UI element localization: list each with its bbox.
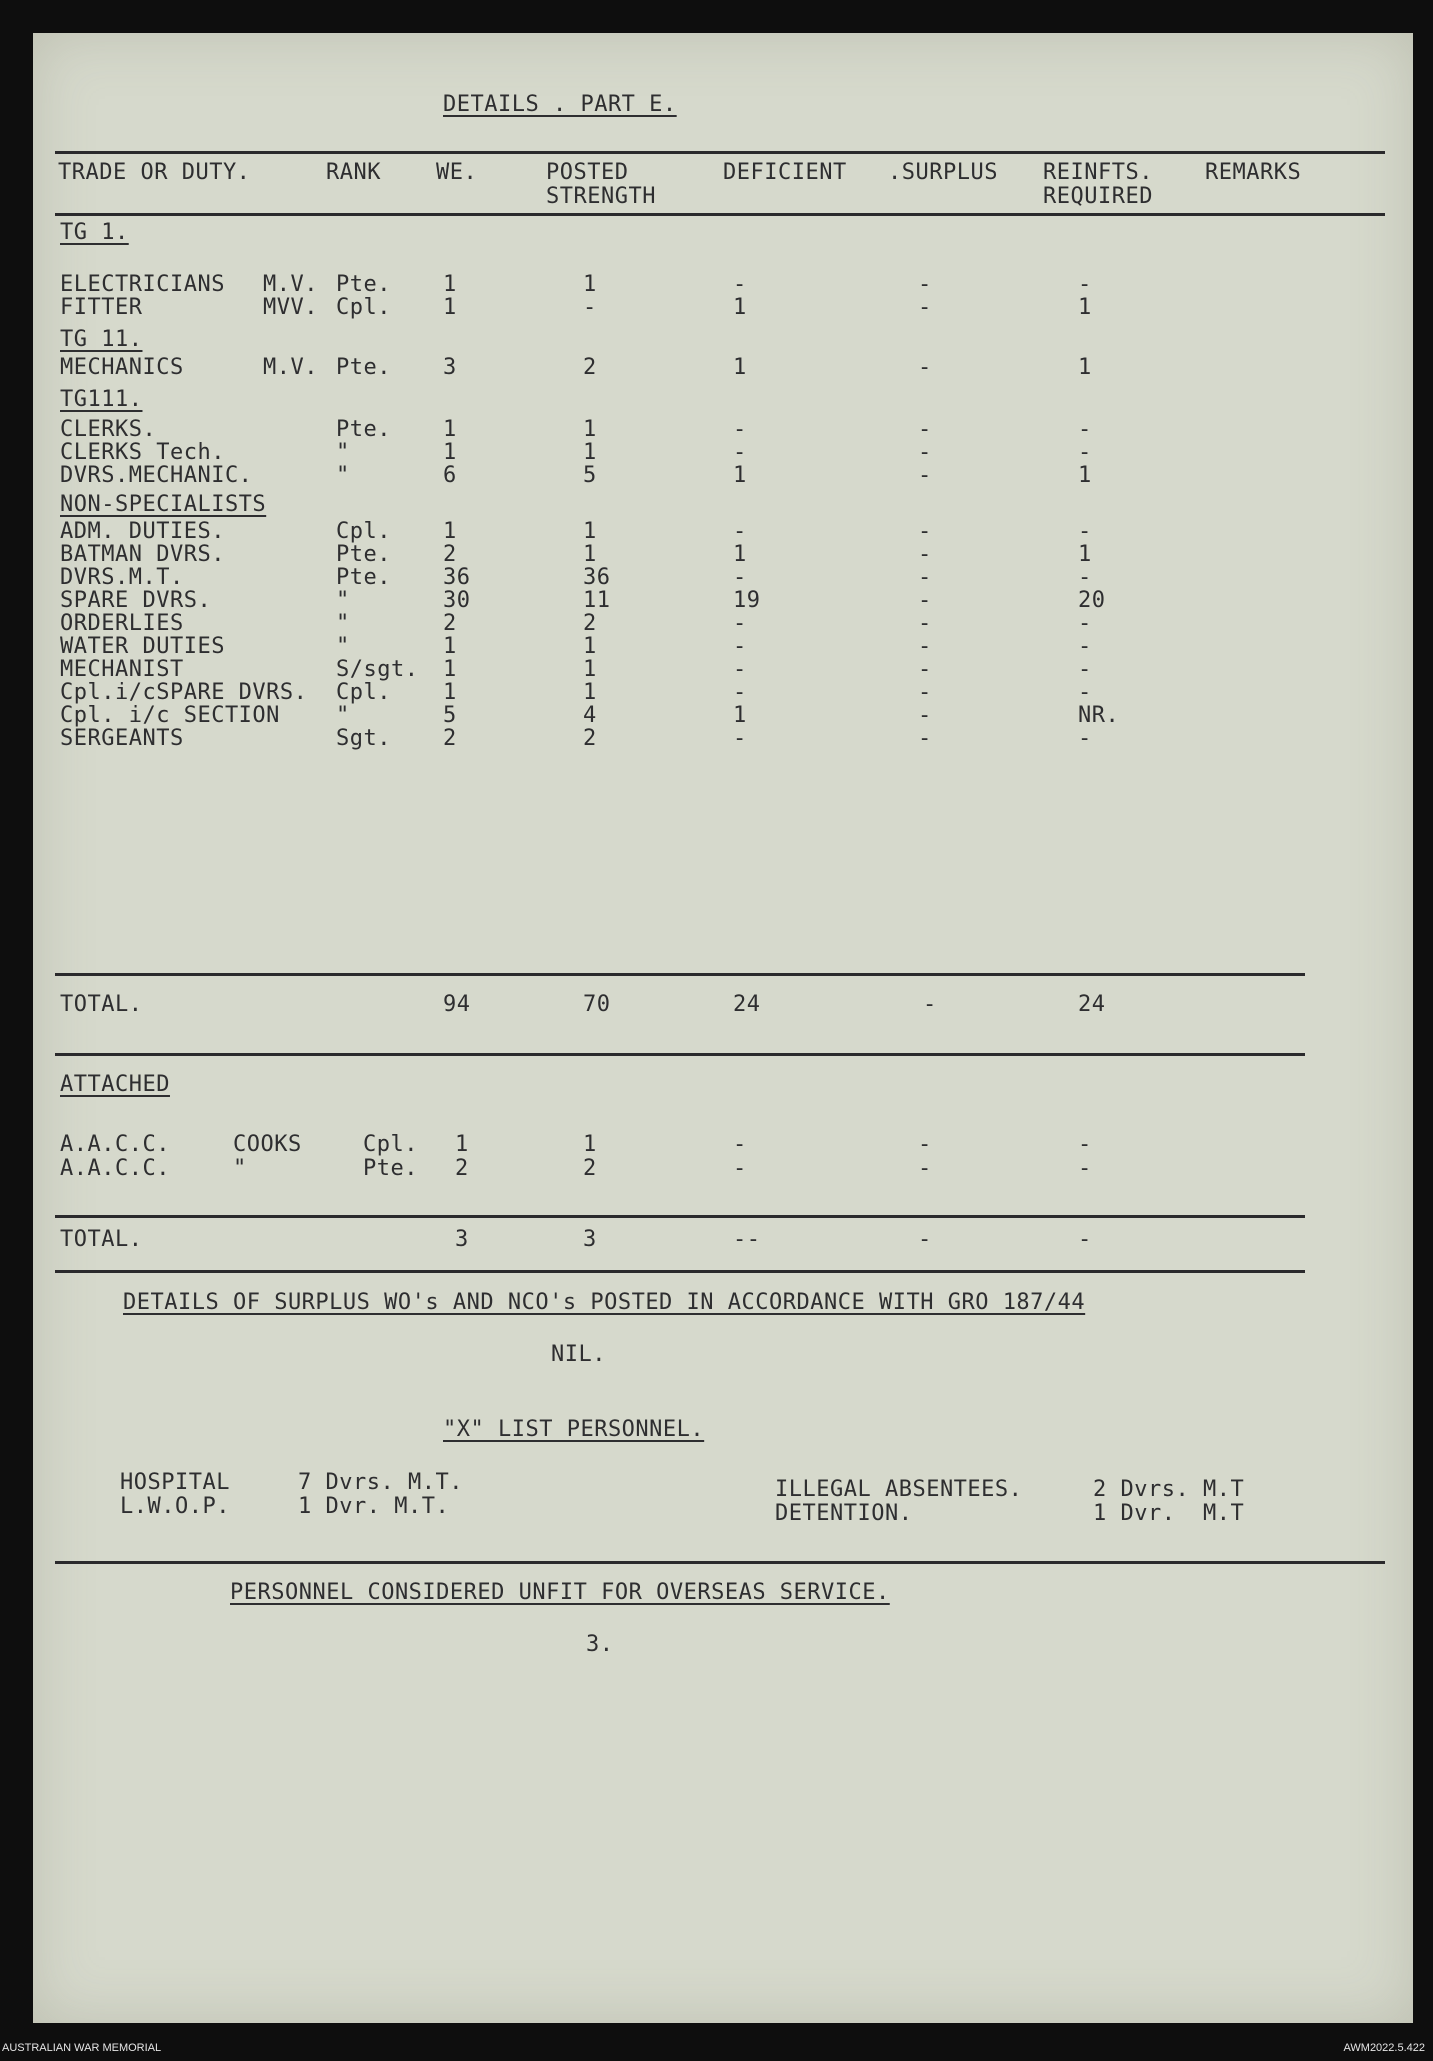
cell-deficient: 19: [733, 588, 761, 613]
cell-reinfts: 20: [1078, 588, 1106, 613]
cell-rank: Pte.: [336, 417, 391, 442]
cell-rank: Cpl.: [363, 1132, 418, 1157]
x-list-absentees-label: ILLEGAL ABSENTEES.: [775, 1477, 1023, 1502]
cell-posted: 1: [583, 680, 597, 705]
cell-posted: 1: [583, 634, 597, 659]
cell-sub: M.V.: [263, 272, 318, 297]
cell-trade: DVRS.M.T.: [60, 565, 184, 590]
cell-reinfts: -: [1078, 417, 1092, 442]
x-list-absentees-value: 2 Dvrs. M.T: [1093, 1477, 1245, 1502]
attached-total-reinfts: -: [1078, 1227, 1092, 1252]
surplus-heading: DETAILS OF SURPLUS WO's AND NCO's POSTED IN ACCORDANCE WITH GRO 187/44: [123, 1290, 1086, 1315]
cell-surplus: -: [918, 417, 932, 442]
cell-deficient: -: [733, 634, 747, 659]
cell-rank: S/sgt.: [336, 657, 419, 682]
cell-deficient: -: [733, 565, 747, 590]
cell-surplus: -: [918, 634, 932, 659]
cell-we: 6: [443, 463, 457, 488]
total-reinfts: 24: [1078, 992, 1106, 1017]
cell-reinfts: -: [1078, 519, 1092, 544]
cell-reinfts: -: [1078, 565, 1092, 590]
header-rule-top: [55, 151, 1385, 154]
cell-trade: MECHANIST: [60, 657, 184, 682]
cell-surplus: -: [918, 1156, 932, 1181]
cell-posted: 1: [583, 519, 597, 544]
x-list-hospital-label: HOSPITAL: [120, 1470, 230, 1495]
surplus-value: NIL.: [551, 1342, 606, 1367]
cell-sub: MVV.: [263, 295, 318, 320]
cell-deficient: 1: [733, 463, 747, 488]
cell-reinfts: -: [1078, 726, 1092, 751]
cell-posted: 5: [583, 463, 597, 488]
cell-we: 5: [443, 703, 457, 728]
cell-rank: Pte.: [336, 355, 391, 380]
cell-trade: BATMAN DVRS.: [60, 542, 225, 567]
footer-source: AUSTRALIAN WAR MEMORIAL: [2, 2042, 162, 2054]
x-list-rule: [55, 1561, 1385, 1564]
x-list-lwop-value: 1 Dvr. M.T.: [298, 1494, 450, 1519]
cell-reinfts: -: [1078, 272, 1092, 297]
cell-surplus: -: [918, 355, 932, 380]
cell-surplus: -: [918, 542, 932, 567]
total-surplus: -: [923, 992, 937, 1017]
attached-total-rule-top: [55, 1215, 1305, 1218]
cell-deficient: -: [733, 657, 747, 682]
cell-posted: 36: [583, 565, 611, 590]
cell-rank: ": [336, 440, 350, 465]
cell-deficient: 1: [733, 703, 747, 728]
col-header-reinfts-2: REQUIRED: [1043, 184, 1153, 209]
col-header-remarks: REMARKS: [1205, 160, 1302, 185]
col-header-posted-2: STRENGTH: [546, 184, 656, 209]
group-heading-tg111: TG111.: [60, 387, 143, 412]
cell-posted: 2: [583, 355, 597, 380]
cell-reinfts: NR.: [1078, 703, 1120, 728]
cell-deficient: -: [733, 272, 747, 297]
cell-rank: Pte.: [336, 565, 391, 590]
cell-trade: CLERKS Tech.: [60, 440, 225, 465]
group-heading-non-specialists: NON-SPECIALISTS: [60, 492, 267, 517]
x-list-detention-label: DETENTION.: [775, 1501, 913, 1526]
cell-surplus: -: [918, 463, 932, 488]
cell-deficient: -: [733, 611, 747, 636]
group-heading-tg1: TG 1.: [60, 220, 129, 245]
cell-surplus: -: [918, 519, 932, 544]
cell-posted: 2: [583, 726, 597, 751]
col-header-deficient: DEFICIENT: [723, 160, 847, 185]
attached-total-rule-bottom: [55, 1270, 1305, 1273]
cell-we: 2: [443, 611, 457, 636]
cell-rank: Pte.: [336, 272, 391, 297]
cell-we: 1: [443, 440, 457, 465]
cell-deficient: -: [733, 440, 747, 465]
cell-trade: Cpl.i/cSPARE DVRS.: [60, 680, 308, 705]
cell-surplus: -: [918, 1132, 932, 1157]
x-list-detention-value: 1 Dvr. M.T: [1093, 1501, 1245, 1526]
cell-trade: ADM. DUTIES.: [60, 519, 225, 544]
attached-total-label: TOTAL.: [60, 1227, 143, 1252]
cell-we: 1: [443, 657, 457, 682]
attached-total-deficient: --: [733, 1227, 761, 1252]
cell-surplus: -: [918, 565, 932, 590]
cell-we: 1: [443, 417, 457, 442]
cell-trade: A.A.C.C.: [60, 1156, 170, 1181]
x-list-lwop-label: L.W.O.P.: [120, 1494, 230, 1519]
cell-rank: ": [336, 703, 350, 728]
cell-rank: Cpl.: [336, 680, 391, 705]
cell-we: 1: [443, 295, 457, 320]
cell-rank: Cpl.: [336, 295, 391, 320]
col-header-trade: TRADE OR DUTY.: [58, 160, 251, 185]
cell-posted: 1: [583, 272, 597, 297]
cell-trade: CLERKS.: [60, 417, 157, 442]
cell-surplus: -: [918, 611, 932, 636]
cell-reinfts: -: [1078, 634, 1092, 659]
cell-trade: MECHANICS: [60, 355, 184, 380]
total-rule-bottom: [55, 1053, 1305, 1056]
col-header-rank: RANK: [326, 160, 381, 185]
col-header-posted: POSTED: [546, 160, 629, 185]
cell-deficient: -: [733, 726, 747, 751]
total-posted: 70: [583, 992, 611, 1017]
cell-surplus: -: [918, 272, 932, 297]
cell-deficient: -: [733, 680, 747, 705]
cell-surplus: -: [918, 726, 932, 751]
cell-deficient: -: [733, 417, 747, 442]
document-sheet: [33, 33, 1413, 2023]
cell-trade: SPARE DVRS.: [60, 588, 212, 613]
cell-we: 30: [443, 588, 471, 613]
col-header-we: WE.: [436, 160, 478, 185]
cell-surplus: -: [918, 657, 932, 682]
cell-reinfts: -: [1078, 1156, 1092, 1181]
cell-surplus: -: [918, 588, 932, 613]
cell-sub: COOKS: [233, 1132, 302, 1157]
cell-rank: Pte.: [363, 1156, 418, 1181]
x-list-heading: "X" LIST PERSONNEL.: [443, 1417, 705, 1442]
cell-posted: 1: [583, 1132, 597, 1157]
cell-posted: 4: [583, 703, 597, 728]
cell-trade: WATER DUTIES: [60, 634, 225, 659]
col-header-surplus: .SURPLUS: [888, 160, 998, 185]
cell-rank: ": [336, 611, 350, 636]
group-heading-tg11: TG 11.: [60, 327, 143, 352]
footer-reference: AWM2022.5.422: [1343, 2042, 1425, 2054]
cell-rank: Cpl.: [336, 519, 391, 544]
total-deficient: 24: [733, 992, 761, 1017]
cell-we: 1: [443, 680, 457, 705]
cell-surplus: -: [918, 295, 932, 320]
cell-deficient: -: [733, 519, 747, 544]
cell-we: 1: [443, 272, 457, 297]
total-rule-top: [55, 973, 1305, 976]
cell-deficient: 1: [733, 542, 747, 567]
cell-sub: M.V.: [263, 355, 318, 380]
cell-deficient: -: [733, 1132, 747, 1157]
cell-we: 1: [443, 634, 457, 659]
cell-reinfts: -: [1078, 611, 1092, 636]
cell-posted: 1: [583, 657, 597, 682]
cell-we: 1: [443, 519, 457, 544]
cell-we: 2: [455, 1156, 469, 1181]
cell-posted: -: [583, 295, 597, 320]
cell-reinfts: -: [1078, 657, 1092, 682]
cell-posted: 1: [583, 542, 597, 567]
cell-trade: FITTER: [60, 295, 143, 320]
cell-posted: 11: [583, 588, 611, 613]
cell-posted: 2: [583, 611, 597, 636]
total-label: TOTAL.: [60, 992, 143, 1017]
group-heading-attached: ATTACHED: [60, 1072, 170, 1097]
cell-reinfts: 1: [1078, 295, 1092, 320]
col-header-reinfts: REINFTS.: [1043, 160, 1153, 185]
cell-we: 36: [443, 565, 471, 590]
cell-posted: 1: [583, 417, 597, 442]
cell-surplus: -: [918, 680, 932, 705]
cell-rank: ": [336, 634, 350, 659]
cell-we: 2: [443, 726, 457, 751]
unfit-heading: PERSONNEL CONSIDERED UNFIT FOR OVERSEAS SERVICE.: [230, 1580, 890, 1605]
cell-deficient: 1: [733, 355, 747, 380]
total-we: 94: [443, 992, 471, 1017]
cell-posted: 1: [583, 440, 597, 465]
cell-trade: Cpl. i/c SECTION: [60, 703, 280, 728]
cell-rank: Pte.: [336, 542, 391, 567]
cell-rank: ": [336, 463, 350, 488]
cell-trade: ORDERLIES: [60, 611, 184, 636]
cell-surplus: -: [918, 440, 932, 465]
cell-reinfts: 1: [1078, 542, 1092, 567]
cell-we: 2: [443, 542, 457, 567]
cell-reinfts: 1: [1078, 463, 1092, 488]
cell-sub: ": [233, 1156, 247, 1181]
cell-rank: ": [336, 588, 350, 613]
cell-reinfts: 1: [1078, 355, 1092, 380]
cell-reinfts: -: [1078, 680, 1092, 705]
cell-we: 3: [443, 355, 457, 380]
cell-rank: Sgt.: [336, 726, 391, 751]
cell-trade: SERGEANTS: [60, 726, 184, 751]
cell-surplus: -: [918, 703, 932, 728]
cell-deficient: 1: [733, 295, 747, 320]
attached-total-posted: 3: [583, 1227, 597, 1252]
cell-reinfts: -: [1078, 440, 1092, 465]
cell-we: 1: [455, 1132, 469, 1157]
cell-deficient: -: [733, 1156, 747, 1181]
x-list-hospital-value: 7 Dvrs. M.T.: [298, 1470, 463, 1495]
unfit-value: 3.: [586, 1632, 614, 1657]
page-title: DETAILS . PART E.: [443, 92, 677, 117]
cell-reinfts: -: [1078, 1132, 1092, 1157]
attached-total-surplus: -: [918, 1227, 932, 1252]
cell-trade: DVRS.MECHANIC.: [60, 463, 253, 488]
cell-trade: A.A.C.C.: [60, 1132, 170, 1157]
header-rule-bottom: [55, 213, 1385, 216]
cell-trade: ELECTRICIANS: [60, 272, 225, 297]
attached-total-we: 3: [455, 1227, 469, 1252]
cell-posted: 2: [583, 1156, 597, 1181]
